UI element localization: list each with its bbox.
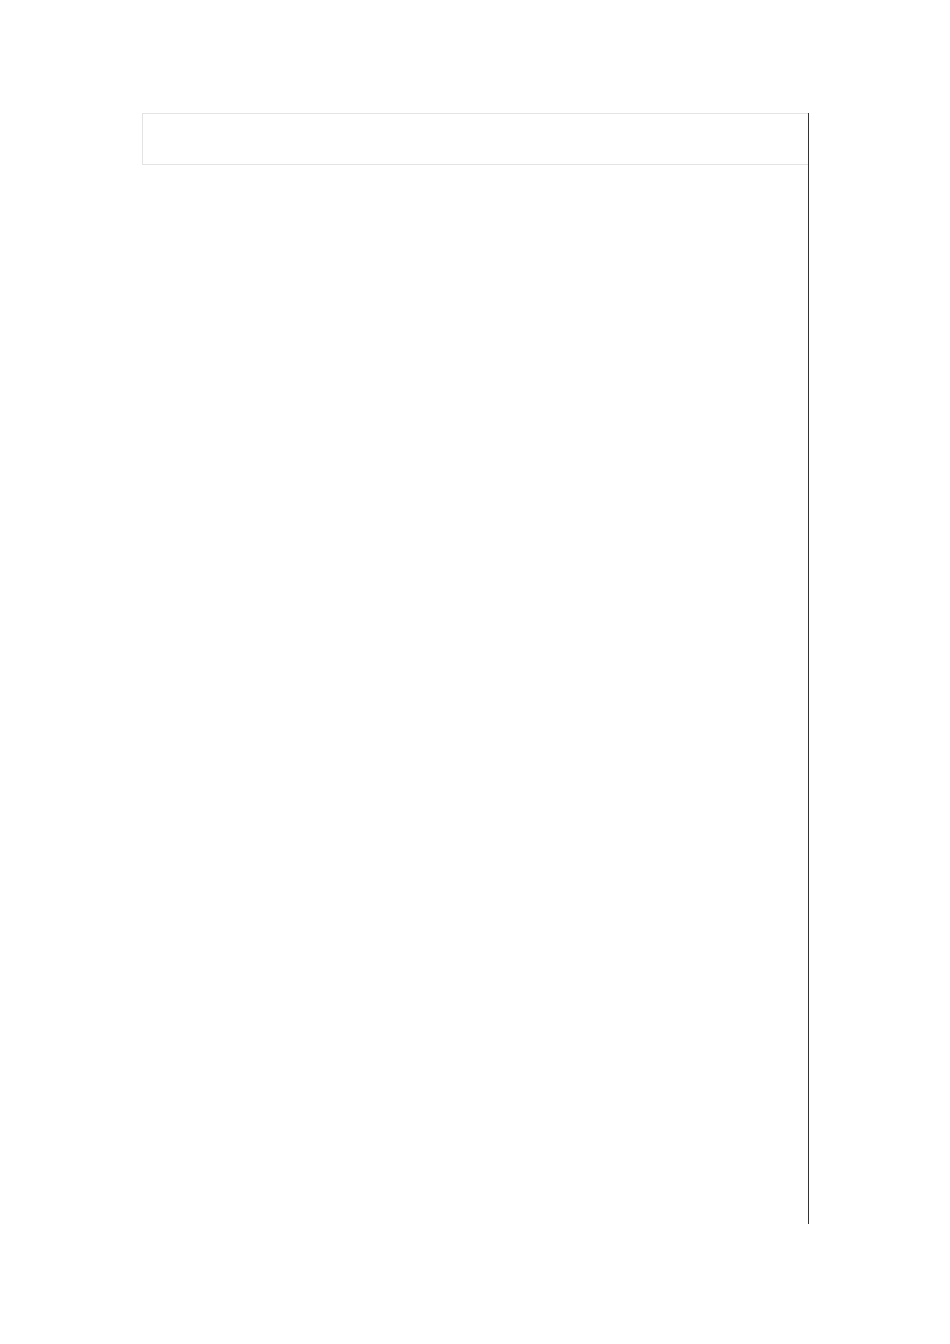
- right-edge-line: [808, 113, 809, 1224]
- title-box: [142, 113, 809, 165]
